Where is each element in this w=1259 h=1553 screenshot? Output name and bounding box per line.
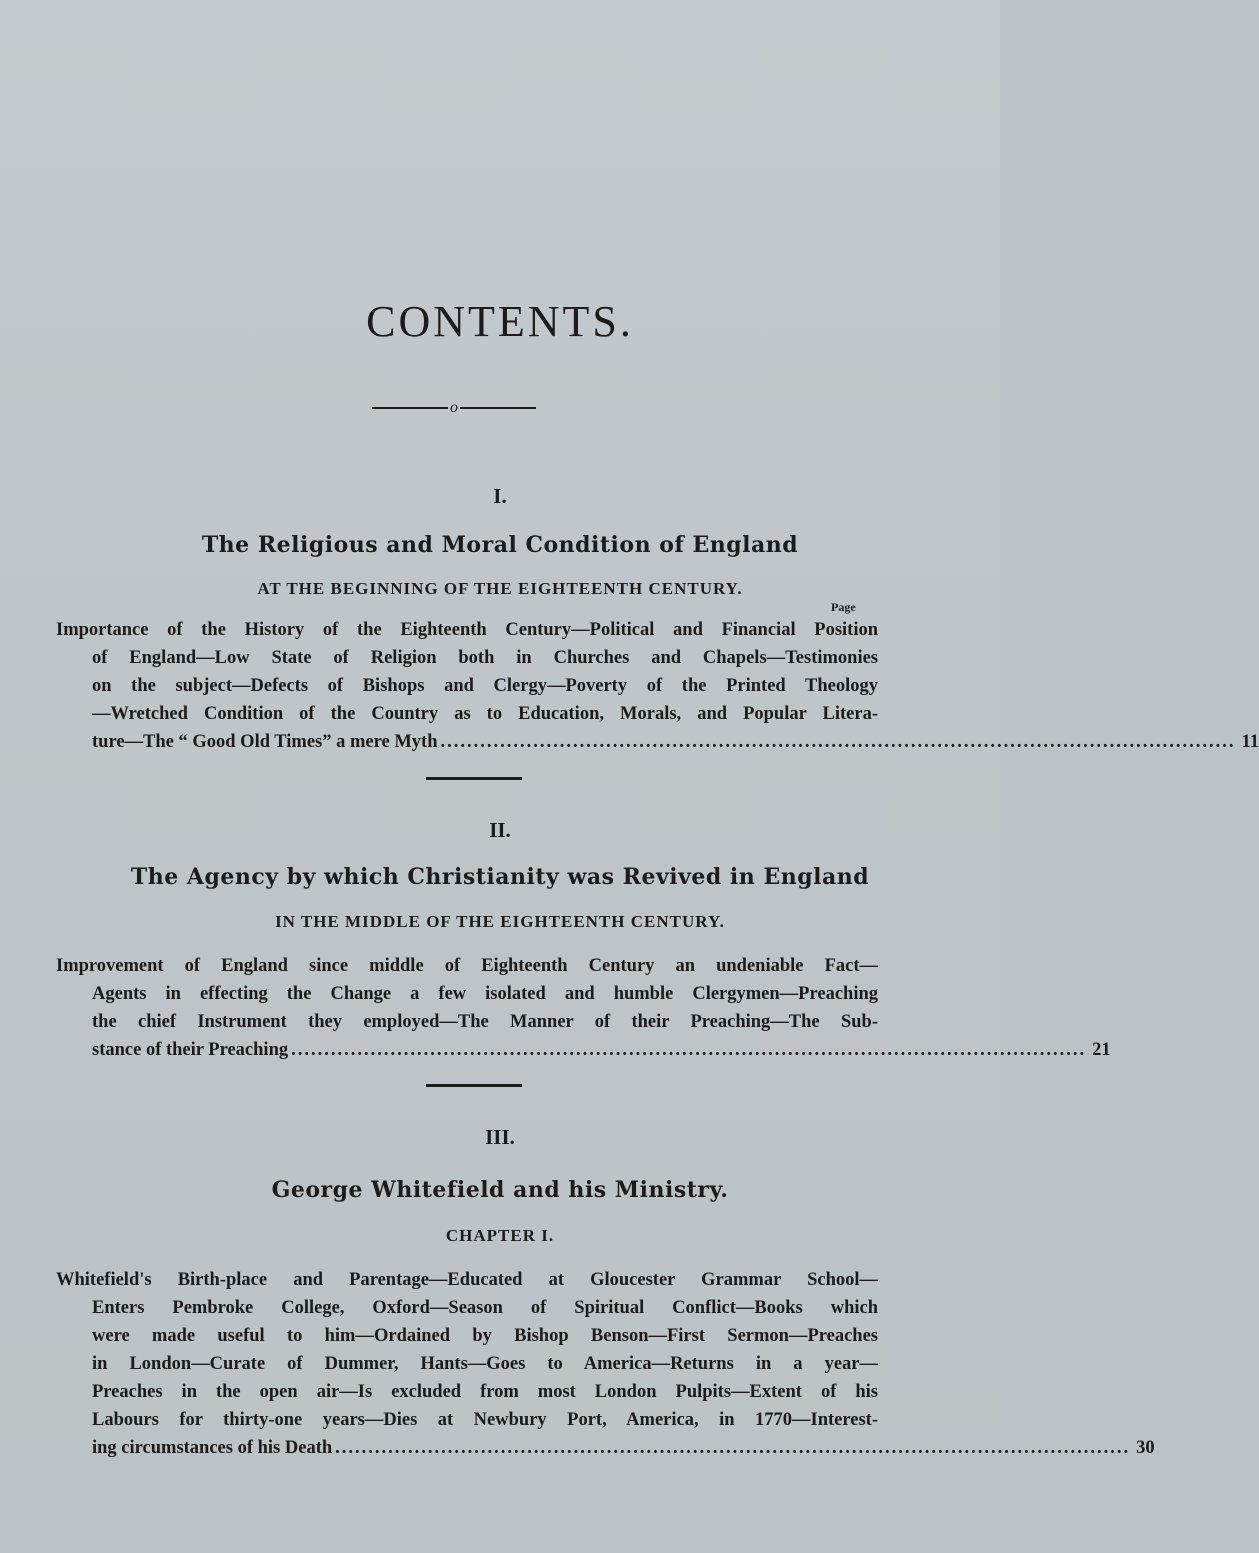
section-heading-3: George Whitefield and his Ministry.	[271, 1177, 729, 1203]
section-subheading-1: AT THE BEGINNING OF THE EIGHTEENTH CENTURY.	[257, 579, 743, 598]
ornament-glyph: o	[450, 399, 458, 416]
ornament-line-left	[372, 407, 448, 409]
summary-line: Labours for thirty-one years—Dies at Newbury Port, America, in 1770—Interest-	[92, 1410, 878, 1430]
page-title: CONTENTS.	[366, 297, 634, 346]
summary-line: of England—Low State of Religion both in Churches and Chapels—Testimonies	[92, 648, 878, 668]
summary-line: stance of their Preaching	[92, 1040, 289, 1060]
summary-line: were made useful to him—Ordained by Bishop Benson—First Sermon—Preaches	[92, 1326, 878, 1346]
title-ornament	[372, 398, 536, 418]
section-numeral-2: II.	[489, 818, 511, 842]
summary-last-line	[56, 1434, 1155, 1462]
summary-last-line	[56, 1036, 1111, 1064]
page-number-2: 21	[1092, 1040, 1111, 1060]
page-number-1: 11	[1241, 732, 1259, 752]
dot-leader: ........................................................................................................................	[335, 1438, 1131, 1458]
section-summary-3	[56, 1266, 1155, 1462]
section-divider-2	[426, 1084, 522, 1087]
section-numeral-1: I.	[493, 484, 507, 508]
summary-line: Enters Pembroke College, Oxford—Season of Spiritual Conflict—Books which	[92, 1298, 878, 1318]
summary-line: ing circumstances of his Death	[92, 1438, 333, 1458]
summary-line: in London—Curate of Dummer, Hants—Goes to America—Returns in a year—	[92, 1354, 878, 1374]
dot-leader: ........................................................................................................................	[291, 1040, 1087, 1060]
dot-leader: ........................................................................................................................	[440, 732, 1236, 752]
ornament-line-right	[460, 407, 536, 409]
summary-line: Preaches in the open air—Is excluded from most London Pulpits—Extent of his	[92, 1382, 878, 1402]
summary-line: Importance of the History of the Eighteenth Century—Political and Financial Position	[56, 620, 878, 640]
section-summary-1	[56, 616, 1259, 756]
summary-line: on the subject—Defects of Bishops and Clergy—Poverty of the Printed Theology	[92, 676, 878, 696]
section-summary-2	[56, 952, 1111, 1064]
summary-line: Whitefield's Birth-place and Parentage—Educated at Gloucester Grammar School—	[56, 1270, 878, 1290]
summary-line: Improvement of England since middle of Eighteenth Century an undeniable Fact—	[56, 956, 878, 976]
section-numeral-3: III.	[485, 1125, 515, 1149]
summary-line: Agents in effecting the Change a few isolated and humble Clergymen—Preaching	[92, 984, 878, 1004]
page-column-label: Page	[831, 600, 856, 614]
section-subheading-3: CHAPTER I.	[445, 1226, 555, 1245]
page-number-3: 30	[1136, 1438, 1155, 1458]
section-divider-1	[426, 777, 522, 780]
summary-last-line	[56, 728, 1259, 756]
section-subheading-2: IN THE MIDDLE OF THE EIGHTEENTH CENTURY.	[275, 912, 725, 931]
summary-line: ture—The “ Good Old Times” a mere Myth	[92, 732, 438, 752]
summary-line: the chief Instrument they employed—The Manner of their Preaching—The Sub-	[92, 1012, 878, 1032]
section-heading-2: The Agency by which Christianity was Revived in England	[130, 864, 870, 890]
section-heading-1: The Religious and Moral Condition of England	[201, 532, 799, 558]
summary-line: —Wretched Condition of the Country as to Education, Morals, and Popular Litera-	[92, 704, 878, 724]
